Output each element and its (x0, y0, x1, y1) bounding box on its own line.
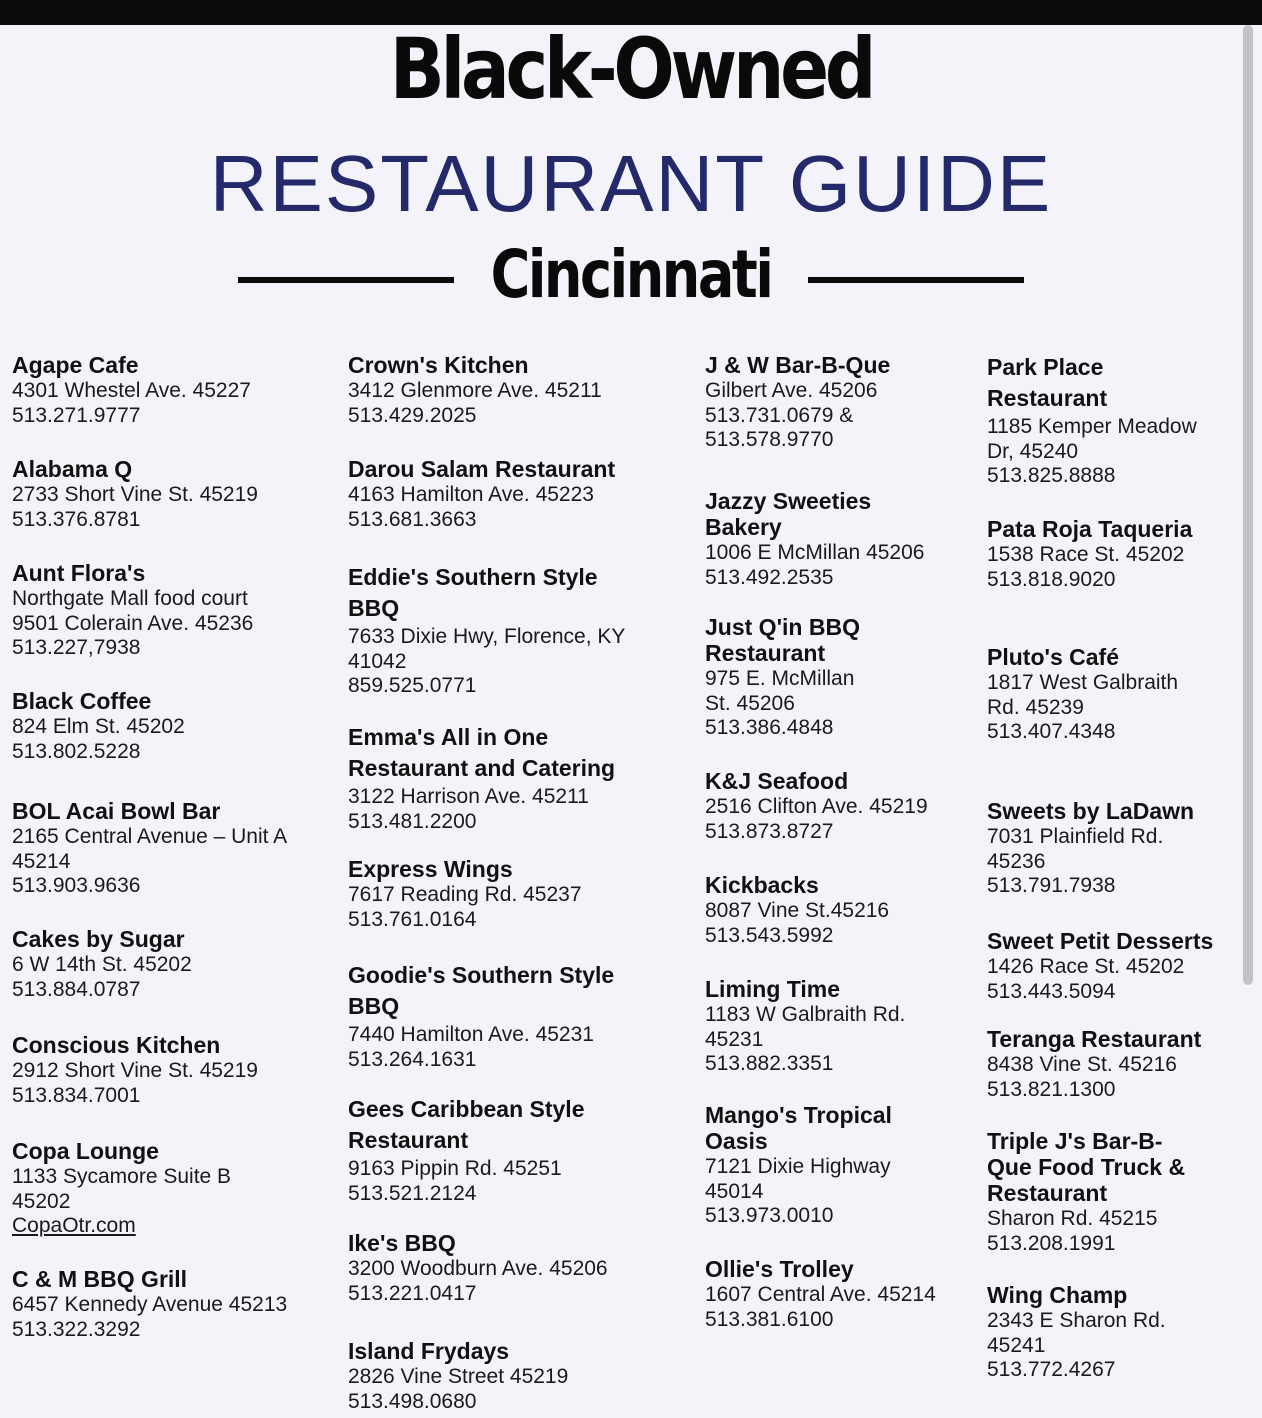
restaurant-phone: 513.481.2200 (348, 809, 477, 833)
restaurant-name: Conscious Kitchen (12, 1032, 221, 1058)
restaurant-entry (987, 644, 1237, 745)
restaurant-phone: 513.407.4348 (987, 720, 1116, 743)
restaurant-name: Just Q'in BBQ Restaurant (705, 614, 860, 666)
restaurant-name: Crown's Kitchen (348, 352, 529, 378)
restaurant-entry (987, 798, 1237, 899)
restaurant-address: 2912 Short Vine St. 45219 (12, 1059, 258, 1082)
restaurant-entry (348, 1230, 678, 1306)
restaurant-address: 8087 Vine St.45216 (705, 899, 890, 922)
restaurant-website-link[interactable]: CopaOtr.com (12, 1214, 136, 1237)
restaurant-address: 1817 West Galbraith (987, 671, 1179, 694)
restaurant-entry (12, 456, 332, 532)
restaurant-name: Eddie's Southern Style BBQ (348, 564, 598, 621)
restaurant-name: Ike's BBQ (348, 1230, 456, 1256)
restaurant-phone: 513.731.0679 & (705, 403, 854, 427)
restaurant-phone: 513.818.9020 (987, 567, 1116, 591)
restaurant-entry (348, 1338, 678, 1414)
restaurant-name: Agape Cafe (12, 352, 139, 378)
restaurant-entry (987, 516, 1237, 592)
restaurant-entry (705, 614, 975, 741)
restaurant-address: 7031 Plainfield Rd. (987, 825, 1164, 848)
restaurant-entry (705, 872, 975, 948)
restaurant-phone: 513.443.5094 (987, 979, 1116, 1003)
restaurant-address: 1607 Central Ave. 45214 (705, 1283, 936, 1306)
restaurant-phone: 513.873.8727 (705, 819, 834, 843)
restaurant-address: 1426 Race St. 45202 (987, 955, 1185, 978)
restaurant-address: 2343 E Sharon Rd. (987, 1309, 1166, 1332)
restaurant-address: 1538 Race St. 45202 (987, 543, 1185, 566)
restaurant-name: Mango's Tropical Oasis (705, 1102, 892, 1154)
restaurant-address: 6 W 14th St. 45202 (12, 953, 192, 976)
restaurant-name: Jazzy Sweeties Bakery (705, 488, 872, 540)
restaurant-entry (987, 1128, 1237, 1256)
restaurant-address: 1183 W Galbraith Rd. (705, 1003, 906, 1026)
restaurant-phone: 513.492.2535 (705, 565, 834, 589)
restaurant-name: Island Frydays (348, 1338, 510, 1364)
restaurant-address: 2165 Central Avenue – Unit A (12, 825, 288, 848)
restaurant-entry (12, 1032, 332, 1108)
restaurant-entry (987, 928, 1237, 1004)
restaurant-entry (705, 1102, 975, 1229)
restaurant-name: Aunt Flora's (12, 560, 146, 586)
restaurant-entry (705, 488, 975, 590)
restaurant-phone: 513.264.1631 (348, 1047, 477, 1071)
restaurant-phone: 513.381.6100 (705, 1307, 834, 1331)
restaurant-phone: 513.825.8888 (987, 464, 1116, 487)
restaurant-name: Cakes by Sugar (12, 926, 185, 952)
restaurant-phone: 513.772.4267 (987, 1358, 1116, 1381)
restaurant-address: 2516 Clifton Ave. 45219 (705, 795, 928, 818)
restaurant-address: 8438 Vine St. 45216 (987, 1053, 1177, 1076)
restaurant-name: Gees Caribbean Style Restaurant (348, 1096, 585, 1153)
restaurant-phone: 859.525.0771 (348, 674, 477, 697)
restaurant-address: Sharon Rd. 45215 (987, 1207, 1158, 1230)
restaurant-entry (348, 456, 678, 532)
restaurant-address: 41042 (348, 649, 407, 673)
restaurant-phone: 513.761.0164 (348, 907, 477, 931)
restaurant-address: 3122 Harrison Ave. 45211 (348, 785, 589, 808)
restaurant-phone: 513.821.1300 (987, 1077, 1116, 1101)
restaurant-entry (987, 352, 1237, 489)
restaurant-name: Alabama Q (12, 456, 133, 482)
restaurant-phone: 513.376.8781 (12, 507, 141, 531)
restaurant-phone: 513.884.0787 (12, 977, 141, 1001)
restaurant-phone: 513.208.1991 (987, 1231, 1116, 1255)
restaurant-phone: 513.578.9770 (705, 428, 834, 451)
restaurant-address: 1006 E McMillan 45206 (705, 541, 925, 564)
restaurant-entry (705, 768, 975, 844)
restaurant-address: Dr, 45240 (987, 439, 1079, 463)
restaurant-address: 45214 (12, 849, 71, 873)
restaurant-name: Triple J's Bar-B-Que Food Truck & Restaurant (987, 1128, 1186, 1206)
restaurant-address: 9501 Colerain Ave. 45236 (12, 611, 254, 635)
restaurant-entry (12, 1138, 332, 1239)
restaurant-address: 3412 Glenmore Ave. 45211 (348, 379, 602, 402)
restaurant-name: Goodie's Southern Style BBQ (348, 962, 615, 1019)
restaurant-name: Express Wings (348, 856, 513, 882)
restaurant-address: Rd. 45239 (987, 695, 1084, 719)
restaurant-address: 1133 Sycamore Suite B (12, 1165, 232, 1188)
restaurant-address: Northgate Mall food court (12, 587, 248, 610)
restaurant-address: 6457 Kennedy Avenue 45213 (12, 1293, 288, 1316)
restaurant-address: 7633 Dixie Hwy, Florence, KY (348, 625, 626, 648)
restaurant-name: Copa Lounge (12, 1138, 159, 1164)
restaurant-address: 2826 Vine Street 45219 (348, 1365, 569, 1388)
restaurant-name: Pluto's Café (987, 644, 1119, 670)
restaurant-phone: 513.681.3663 (348, 507, 477, 531)
restaurant-phone: 513.227,7938 (12, 636, 141, 659)
restaurant-phone: 513.429.2025 (348, 403, 477, 427)
restaurant-entry (348, 352, 678, 428)
restaurant-entry (348, 722, 678, 834)
restaurant-entry (12, 688, 332, 764)
restaurant-address: 45236 (987, 849, 1046, 873)
restaurant-entry (12, 560, 332, 661)
restaurant-entry (705, 352, 975, 453)
restaurant-phone: 513.802.5228 (12, 739, 141, 763)
restaurant-name: Emma's All in One Restaurant and Catering (348, 724, 616, 781)
page-subtitle: RESTAURANT GUIDE (209, 139, 1053, 228)
restaurant-entry (12, 352, 332, 428)
restaurant-phone: 513.322.3292 (12, 1317, 141, 1341)
restaurant-phone: 513.521.2124 (348, 1181, 477, 1205)
restaurant-address: 2733 Short Vine St. 45219 (12, 483, 258, 506)
restaurant-address: 824 Elm St. 45202 (12, 715, 185, 738)
restaurant-name: Black Coffee (12, 688, 152, 714)
restaurant-entry (348, 1094, 678, 1206)
restaurant-address: 45241 (987, 1333, 1046, 1357)
restaurant-address: 9163 Pippin Rd. 45251 (348, 1157, 562, 1180)
page-title: Black-Owned (389, 20, 873, 118)
restaurant-phone: 513.543.5992 (705, 923, 834, 947)
restaurant-address: 7617 Reading Rd. 45237 (348, 883, 582, 906)
restaurant-address: 45014 (705, 1179, 764, 1203)
city-name: Cincinnati (490, 236, 772, 313)
restaurant-entry (348, 960, 678, 1072)
restaurant-address: 45231 (705, 1027, 764, 1051)
restaurant-address: 1185 Kemper Meadow (987, 415, 1197, 438)
restaurant-address: St. 45206 (705, 691, 795, 715)
restaurant-name: J & W Bar-B-Que (705, 352, 891, 378)
restaurant-phone: 513.498.0680 (348, 1389, 477, 1413)
restaurant-name: Sweet Petit Desserts (987, 928, 1214, 954)
restaurant-name: Liming Time (705, 976, 841, 1002)
restaurant-name: Kickbacks (705, 872, 819, 898)
restaurant-phone: 513.386.4848 (705, 716, 834, 739)
restaurant-phone: 513.903.9636 (12, 874, 141, 897)
restaurant-address: 4301 Whestel Ave. 45227 (12, 379, 251, 402)
restaurant-address: 45202 (12, 1189, 71, 1213)
restaurant-phone: 513.221.0417 (348, 1281, 477, 1305)
restaurant-name: Wing Champ (987, 1282, 1128, 1308)
restaurant-address: 7121 Dixie Highway (705, 1155, 891, 1178)
restaurant-name: Park Place Restaurant (987, 354, 1108, 411)
restaurant-address: 975 E. McMillan (705, 667, 855, 690)
restaurant-address: 3200 Woodburn Ave. 45206 (348, 1257, 608, 1280)
restaurant-phone: 513.973.0010 (705, 1204, 834, 1227)
restaurant-entry (12, 1266, 332, 1342)
restaurant-name: Darou Salam Restaurant (348, 456, 616, 482)
restaurant-name: K&J Seafood (705, 768, 849, 794)
restaurant-entry (348, 856, 678, 932)
restaurant-phone: 513.882.3351 (705, 1052, 834, 1075)
restaurant-address: 7440 Hamilton Ave. 45231 (348, 1023, 594, 1046)
restaurant-entry (987, 1026, 1237, 1102)
restaurant-entry (12, 798, 332, 899)
city-heading-row (238, 236, 1024, 316)
restaurant-name: BOL Acai Bowl Bar (12, 798, 221, 824)
restaurant-entry (987, 1282, 1237, 1383)
divider-right (808, 277, 1024, 283)
restaurant-address: Gilbert Ave. 45206 (705, 379, 878, 402)
restaurant-entry (705, 976, 975, 1077)
restaurant-name: C & M BBQ Grill (12, 1266, 188, 1292)
restaurant-phone: 513.271.9777 (12, 403, 141, 427)
restaurant-entry (348, 562, 678, 699)
restaurant-phone: 513.791.7938 (987, 874, 1116, 897)
restaurant-address: 4163 Hamilton Ave. 45223 (348, 483, 594, 506)
restaurant-phone: 513.834.7001 (12, 1083, 141, 1107)
restaurant-entry (12, 926, 332, 1002)
restaurant-name: Ollie's Trolley (705, 1256, 854, 1282)
restaurant-name: Teranga Restaurant (987, 1026, 1202, 1052)
restaurant-name: Pata Roja Taqueria (987, 516, 1193, 542)
restaurant-name: Sweets by LaDawn (987, 798, 1195, 824)
restaurant-entry (705, 1256, 975, 1332)
